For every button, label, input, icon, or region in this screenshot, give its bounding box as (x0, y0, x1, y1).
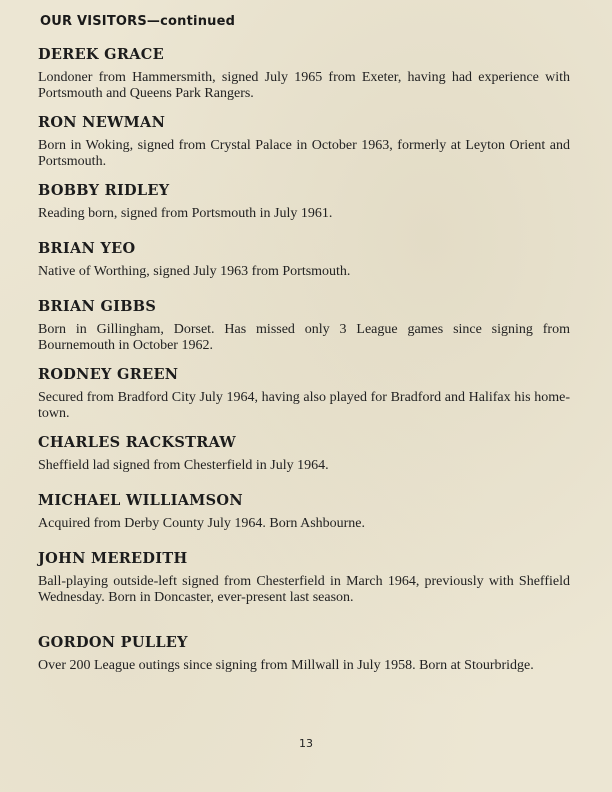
player-name: BRIAN GIBBS (38, 298, 157, 315)
player-name: BOBBY RIDLEY (38, 182, 170, 199)
player-name: RON NEWMAN (38, 114, 166, 131)
player-name: CHARLES RACKSTRAW (38, 434, 236, 451)
visitor-entry (38, 366, 570, 434)
visitor-entry (38, 298, 570, 366)
player-name: JOHN MEREDITH (38, 550, 188, 567)
player-description: Over 200 League outings since signing from Millwall in July 1958. Born at Stourbridge. (38, 658, 534, 673)
visitor-entry (38, 114, 570, 182)
player-description: Secured from Bradford City July 1964, having also played for Bradford and Halifax his home-town. (38, 390, 570, 421)
section-header: OUR VISITORS—continued (40, 14, 236, 29)
player-description: Reading born, signed from Portsmouth in July 1961. (38, 206, 333, 221)
page-number: 13 (299, 737, 313, 750)
player-name: MICHAEL WILLIAMSON (38, 492, 243, 509)
player-description: Born in Gillingham, Dorset. Has missed only 3 League games since signing from Bournemouth in October 1962. (38, 322, 570, 353)
player-name: BRIAN YEO (38, 240, 136, 257)
visitor-entry (38, 240, 570, 298)
visitor-entry (38, 434, 570, 492)
visitor-entry (38, 634, 570, 702)
visitor-entry (38, 550, 570, 634)
player-description: Londoner from Hammersmith, signed July 1965 from Exeter, having had experience with Portsmouth and Queens Park Rangers. (38, 70, 570, 101)
visitor-entry (38, 46, 570, 114)
visitor-list (38, 46, 570, 702)
player-description: Born in Woking, signed from Crystal Palace in October 1963, formerly at Leyton Orient and Portsmouth. (38, 138, 570, 169)
player-description: Acquired from Derby County July 1964. Born Ashbourne. (38, 516, 366, 531)
player-description: Sheffield lad signed from Chesterfield in July 1964. (38, 458, 329, 473)
player-description: Native of Worthing, signed July 1963 from Portsmouth. (38, 264, 351, 279)
visitor-entry (38, 182, 570, 240)
player-name: GORDON PULLEY (38, 634, 188, 651)
visitor-entry (38, 492, 570, 550)
player-name: DEREK GRACE (38, 46, 164, 63)
player-name: RODNEY GREEN (38, 366, 179, 383)
player-description: Ball-playing outside-left signed from Chesterfield in March 1964, previously with Sheffield Wednesday. Born in Doncaster, ever-present last season. (38, 574, 570, 605)
